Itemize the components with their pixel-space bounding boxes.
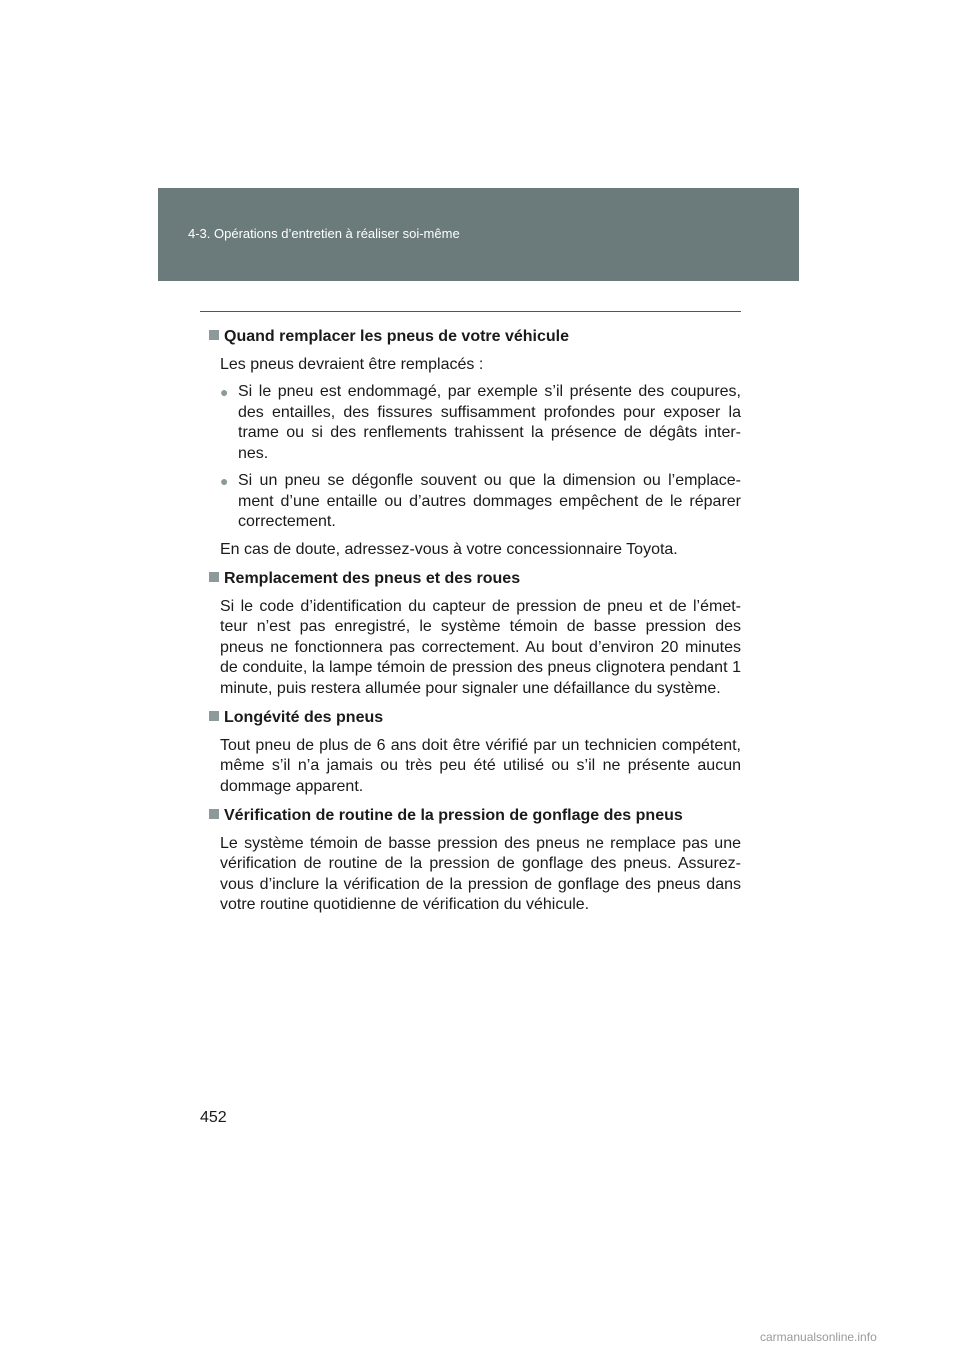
watermark-link[interactable]: carmanualsonline.info: [760, 1330, 877, 1344]
page-number: 452: [200, 1109, 227, 1126]
section-heading-tire-wheel-replacement: [200, 569, 741, 590]
list-item-text: Si le pneu est endommagé, par exemple s’il présente des coupures, des entailles, des fissures suffisamment profondes pour exposer la trame ou si des renflements trahissent la présence de dégâts inter- nes.: [238, 383, 741, 462]
square-bullet-icon: [209, 711, 219, 721]
list-item: [220, 471, 741, 533]
section-heading-tire-longevity: [200, 708, 741, 729]
paragraph: Si le code d’identification du capteur de pression de pneu et de l’émet- teur n’est pas enregistré, le système témoin de basse pression des pneus ne fonctionnera pas correctement. Au bout d’environ 20 minutes de conduite, la lampe témoin de pression des pneus clignotera pendant 1 minute, puis restera allumée pour signaler une défaillance du système.: [220, 597, 741, 697]
paragraph: Tout pneu de plus de 6 ans doit être vérifié par un technicien compétent, même s’il n’a jamais ou très peu été utilisé ou s’il ne présente aucun dommage apparent.: [220, 736, 741, 795]
square-bullet-icon: [209, 330, 219, 340]
section-heading-routine-check: [200, 806, 741, 827]
section-heading-when-replace: [200, 327, 741, 348]
paragraph: En cas de doute, adressez-vous à votre concessionnaire Toyota.: [220, 540, 678, 558]
section-header-band: [158, 188, 799, 281]
page-content: [200, 327, 741, 916]
square-bullet-icon: [209, 572, 219, 582]
circle-bullet-icon: ●: [220, 473, 229, 489]
paragraph: Le système témoin de basse pression des pneus ne remplace pas une vérification de routine de la pression de gonflage des pneus. Assurez- vous d’inclure la vérification de la pression de gonflage des pneus dans votre routine quotidienne de vérification du véhicule.: [220, 834, 741, 913]
circle-bullet-icon: ●: [220, 384, 229, 400]
list-item: [220, 382, 741, 464]
heading-text: Vérification de routine de la pression de gonflage des pneus: [224, 807, 683, 824]
list-item-text: Si un pneu se dégonfle souvent ou que la dimension ou l’emplace- ment d’une entaille ou d’autres dommages empêchent de le réparer correctement.: [238, 472, 741, 530]
heading-text: Longévité des pneus: [224, 709, 384, 726]
heading-text: Quand remplacer les pneus de votre véhicule: [224, 328, 570, 345]
heading-text: Remplacement des pneus et des roues: [224, 570, 521, 587]
section-title: 4-3. Opérations d’entretien à réaliser soi-même: [188, 226, 460, 241]
divider-rule: [200, 311, 741, 312]
paragraph: Les pneus devraient être remplacés :: [220, 355, 484, 373]
square-bullet-icon: [209, 809, 219, 819]
